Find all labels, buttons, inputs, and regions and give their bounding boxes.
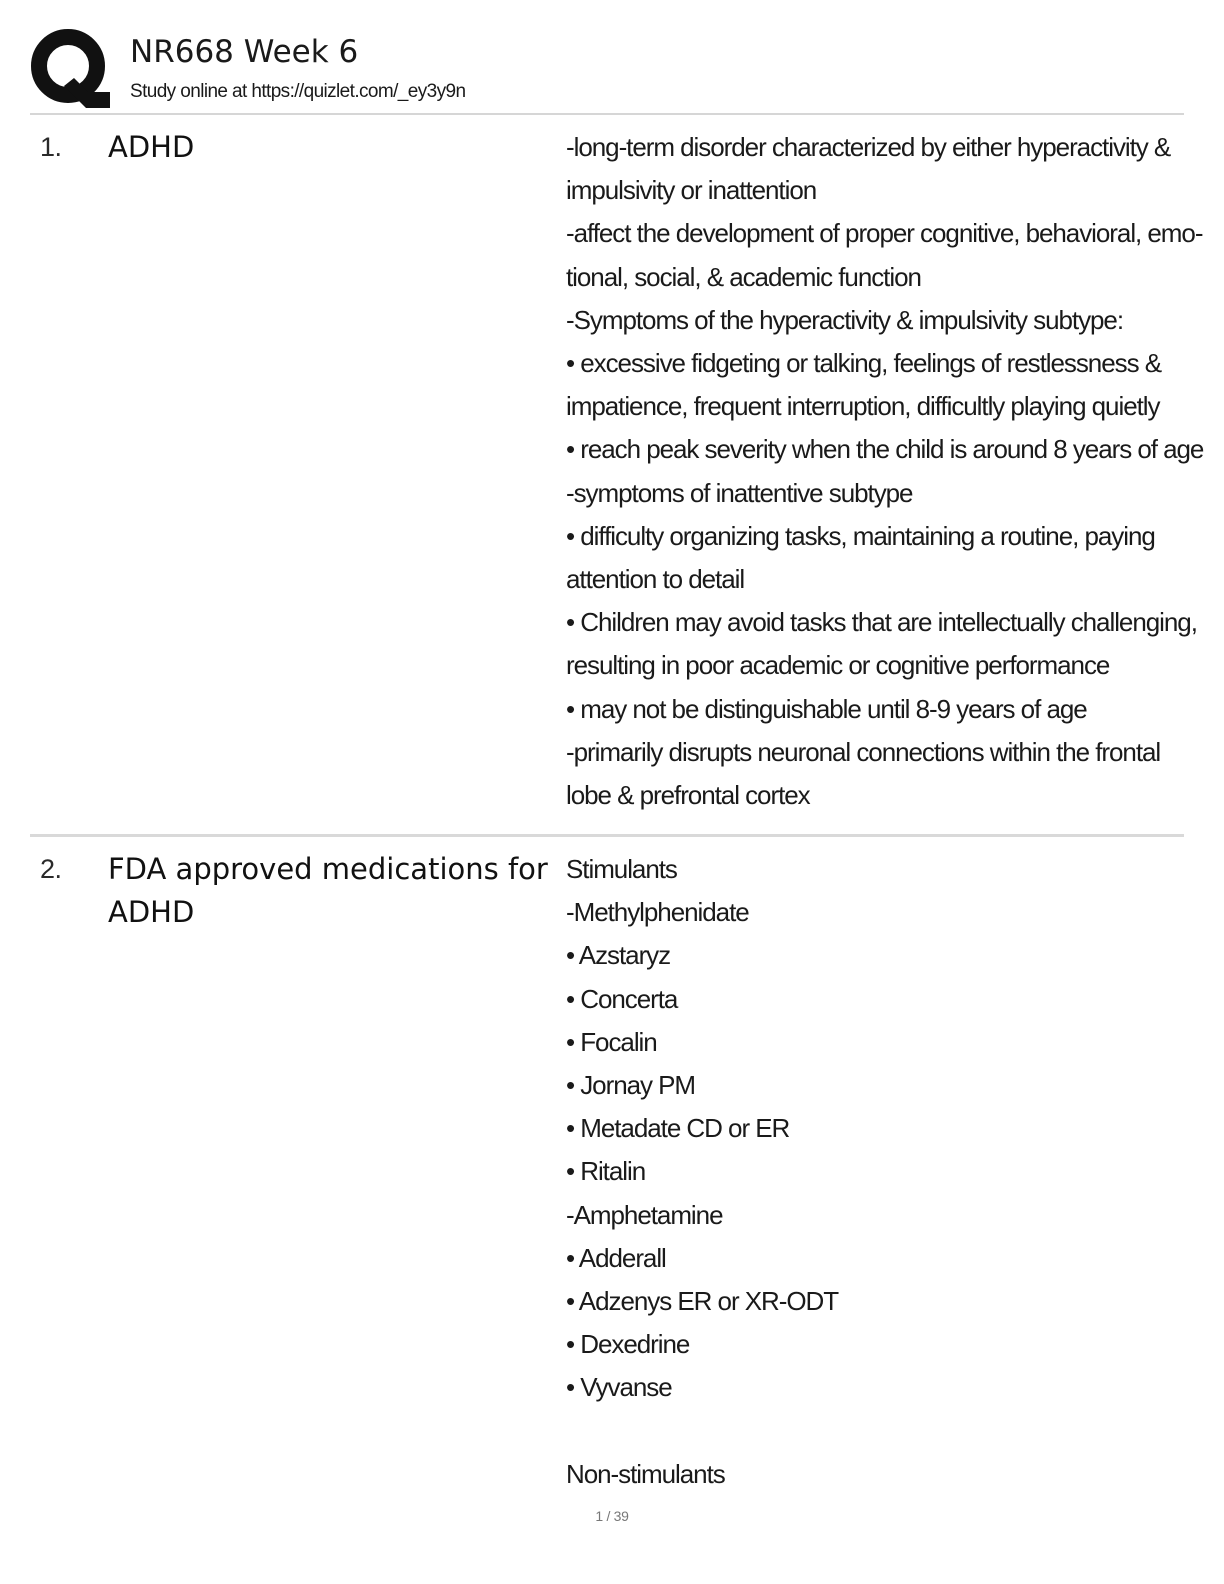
card-divider [30, 834, 1184, 837]
definition-line: • reach peak severity when the child is around 8 years of age [566, 434, 1204, 465]
definition-line: -affect the development of proper cognitive, behavioral, emo- [566, 218, 1203, 249]
definition-line: lobe & prefrontal cortex [566, 780, 810, 811]
definition-line: • Adzenys ER or XR-ODT [566, 1286, 839, 1317]
flashcard-row [30, 126, 1204, 834]
definition-line: -Symptoms of the hyperactivity & impulsivity subtype: [566, 304, 1124, 335]
definition-line: • Vyvanse [566, 1372, 672, 1403]
definition-line: • Metadate CD or ER [566, 1113, 790, 1144]
card-term: FDA approved medications for ADHD [108, 852, 548, 929]
flashcard-row [30, 848, 1184, 1498]
study-online-link[interactable]: Study online at https://quizlet.com/_ey3y9n [130, 81, 466, 102]
document-title: NR668 Week 6 [130, 34, 359, 70]
definition-line: -symptoms of inattentive subtype [566, 477, 913, 508]
definition-line: tional, social, & academic function [566, 261, 921, 292]
card-term: ADHD [108, 130, 195, 164]
definition-line: • Concerta [566, 983, 678, 1014]
page-number: 1 / 39 [595, 1508, 629, 1524]
definition-line: • Focalin [566, 1026, 657, 1057]
definition-line: • Dexedrine [566, 1329, 690, 1360]
definition-line: -Amphetamine [566, 1199, 723, 1230]
definition-line: -Methylphenidate [566, 897, 749, 928]
definition-line: • Children may avoid tasks that are intellectually challenging, [566, 607, 1197, 638]
definition-line: attention to detail [566, 564, 745, 595]
definition-line: impatience, frequent interruption, difficultly playing quietly [566, 391, 1160, 422]
definition-line: • difficulty organizing tasks, maintaining a routine, paying [566, 520, 1155, 551]
definition-line: Stimulants [566, 854, 677, 884]
quizlet-logo-icon [30, 28, 110, 108]
definition-line: • may not be distinguishable until 8-9 years of age [566, 693, 1087, 724]
card-number: 2. [40, 854, 62, 884]
card-number: 1. [40, 132, 62, 162]
definition-line: impulsivity or inattention [566, 175, 817, 206]
definition-line: Non-stimulants [566, 1458, 725, 1489]
definition-line: • Azstaryz [566, 940, 671, 971]
definition-line: • Ritalin [566, 1156, 646, 1187]
header-divider [30, 113, 1184, 115]
definition-line: • Adderall [566, 1242, 666, 1273]
definition-line: resulting in poor academic or cognitive performance [566, 650, 1110, 681]
definition-line: • Jornay PM [566, 1070, 696, 1101]
page-header [30, 28, 1184, 114]
definition-line: • excessive fidgeting or talking, feelings of restlessness & [566, 348, 1161, 379]
card-definition [566, 848, 1178, 1496]
definition-line: -long-term disorder characterized by either hyperactivity & [566, 132, 1171, 162]
definition-line: -primarily disrupts neuronal connections within the frontal [566, 736, 1161, 767]
definition-spacer [566, 1410, 1178, 1453]
card-definition [566, 126, 1204, 817]
